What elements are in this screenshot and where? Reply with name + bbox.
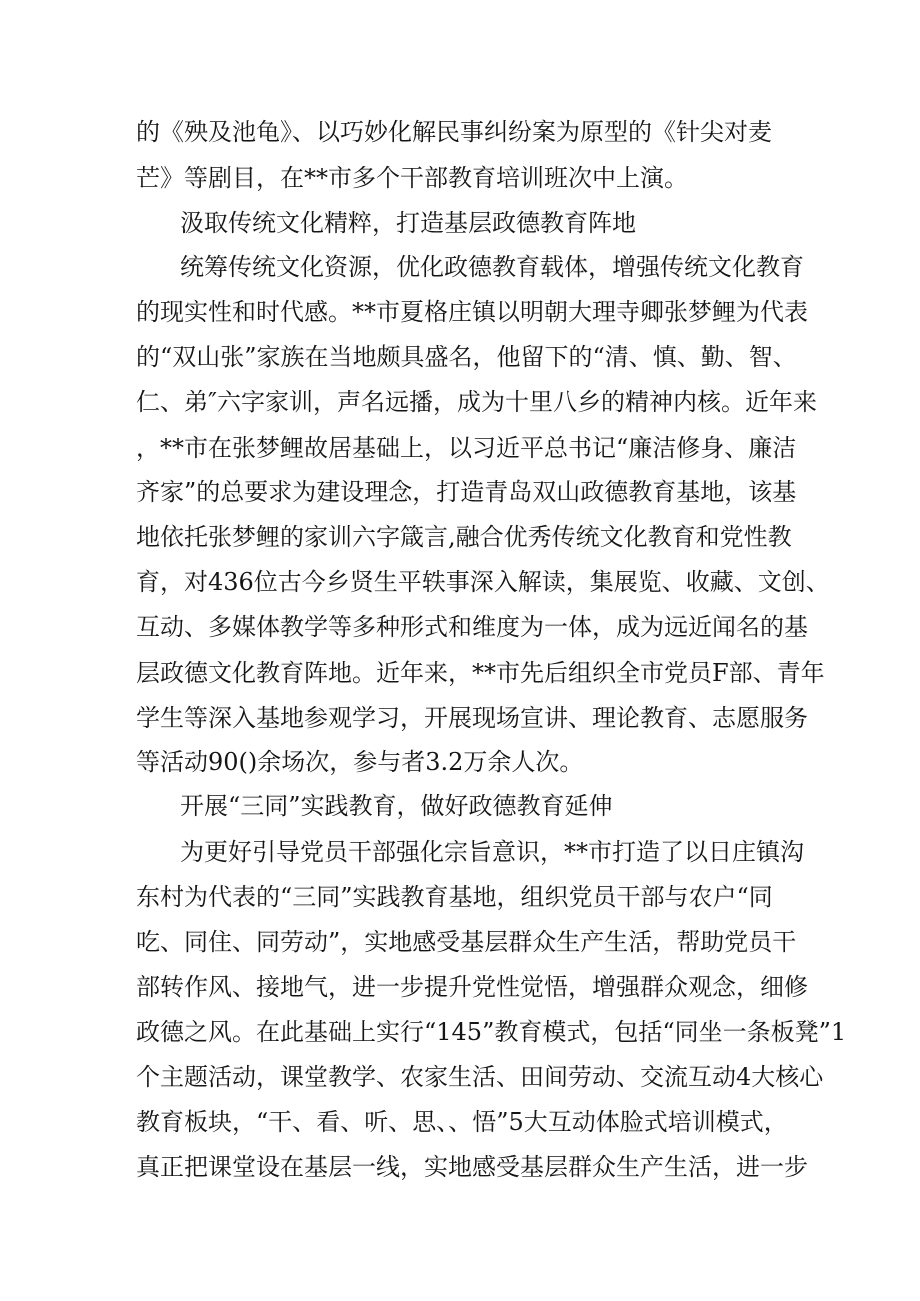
section-heading: 汲取传统文化精粹，打造基层政德教育阵地 [180,209,636,237]
text-line: 统筹传统文化资源，优化政德教育载体，增强传统文化教育 [180,253,804,281]
text-line: 地依托张梦鲤的家训六字箴言,融合优秀传统文化教育和党性教 [136,523,792,551]
text-line: 育，对436位古今乡贤生平轶事深入解读，集展览、收藏、文创、 [136,568,830,596]
text-line: 等活动90()余场次，参与者3.2万余人次。 [136,748,584,776]
text-line: 为更好引导党员干部强化宗旨意识，**市打造了以日庄镇沟 [180,838,804,866]
text-line: 东村为代表的“三同”实践教育基地，组织党员干部与农户“同 [136,883,773,911]
text-line: 仁、弟″六字家训，声名远播，成为十里八乡的精神内核。近年来 [136,388,817,416]
text-line: 的现实性和时代感。**市夏格庄镇以明朝大理寺卿张梦鲤为代表 [136,298,808,326]
text-line: 教育板块，“干、看、听、思、、悟”5大互动体脸式培训模式， [136,1108,788,1136]
text-line: 吃、同住、同劳动”，实地感受基层群众生产生活，帮助党员干 [136,928,797,956]
text-line: 芒》等剧目，在**市多个干部教育培训班次中上演。 [136,164,688,192]
section-heading: 开展“三同”实践教育，做好政德教育延伸 [180,792,613,820]
text-line: 个主题活动，课堂教学、农家生活、田间劳动、交流互动4大核心 [136,1063,824,1091]
text-line: ，**市在张梦鲤故居基础上，以习近平总书记“廉洁修身、廉洁 [136,434,797,462]
text-line: 的“双山张”家族在当地颇具盛名，他留下的“清、慎、勤、智、 [136,343,797,371]
text-line: 齐家”的总要求为建设理念，打造青岛双山政德教育基地，该基 [136,478,797,506]
text-line: 学生等深入基地参观学习，开展现场宣讲、理论教育、志愿服务 [136,704,808,732]
text-line: 真正把课堂设在基层一线，实地感受基层群众生产生活，进一步 [136,1153,808,1181]
text-line: 的《殃及池龟》、以巧妙化解民事纠纷案为原型的《针尖对麦 [136,118,772,146]
text-line: 互动、多媒体教学等多种形式和维度为一体，成为远近闻名的基 [136,613,808,641]
text-line: 部转作风、接地气，进一步提升党性觉悟，增强群众观念，细修 [136,973,808,1001]
text-line: 政德之风。在此基础上实行“145”教育模式，包括“同坐一条板凳”1 [136,1018,847,1046]
text-line: 层政德文化教育阵地。近年来，**市先后组织全市党员F部、青年 [136,659,825,687]
